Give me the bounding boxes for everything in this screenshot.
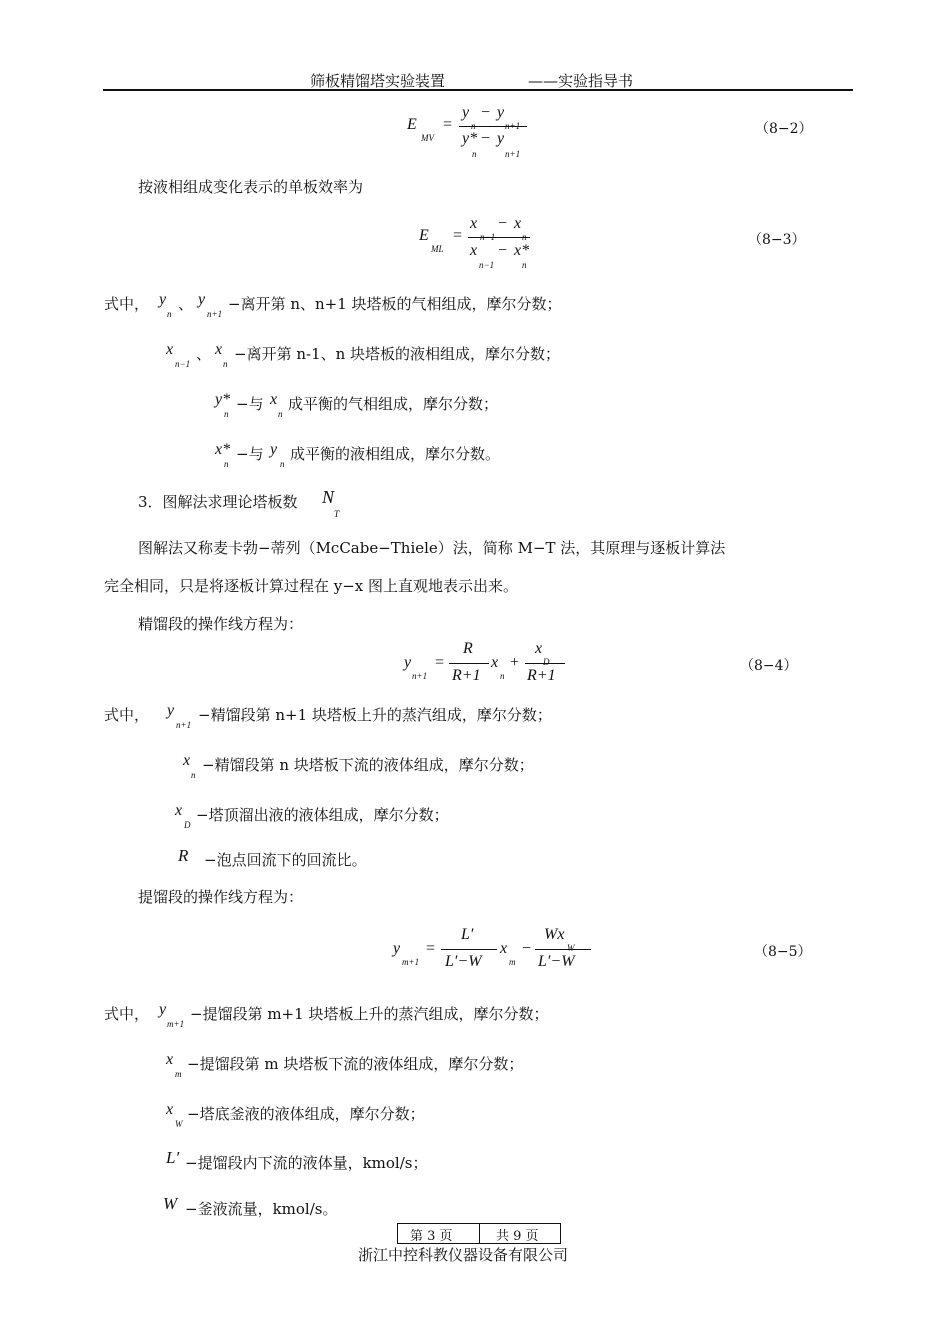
fraction-bar xyxy=(449,663,489,664)
equation-number: （8−4） xyxy=(740,658,798,674)
paragraph-continued: 完全相同，只是将逐板计算过程在 y−x 图上直观地表示出来。 xyxy=(104,577,519,595)
paragraph-mccabe-thiele: 图解法又称麦卡勃−蒂列（McCabe−Thiele）法，简称 M−T 法，其原理与逐板计算法 xyxy=(138,539,726,557)
equation-number: （8−5） xyxy=(754,944,812,960)
header-subtitle: ——实验指导书 xyxy=(528,72,634,90)
fraction-bar xyxy=(525,663,565,664)
page-box-divider xyxy=(479,1224,480,1243)
fraction-bar xyxy=(459,126,527,127)
equation-number: （8−2） xyxy=(755,121,813,137)
fraction-bar xyxy=(535,949,591,950)
page-number-box xyxy=(397,1223,561,1244)
equation-number: （8−3） xyxy=(748,232,806,248)
page-total: 共 9 页 xyxy=(496,1229,539,1244)
text-rectifying-line: 精馏段的操作线方程为： xyxy=(138,615,304,633)
text-stripping-line: 提馏段的操作线方程为： xyxy=(138,888,304,906)
text-liquid-efficiency: 按液相组成变化表示的单板效率为 xyxy=(138,178,364,196)
fraction-bar xyxy=(468,237,530,238)
header-title: 筛板精馏塔实验装置 xyxy=(310,72,446,90)
company-name: 浙江中控科教仪器设备有限公司 xyxy=(358,1246,569,1264)
header-rule xyxy=(103,89,853,91)
fraction-bar xyxy=(441,949,497,950)
page-number: 第 3 页 xyxy=(410,1229,453,1244)
